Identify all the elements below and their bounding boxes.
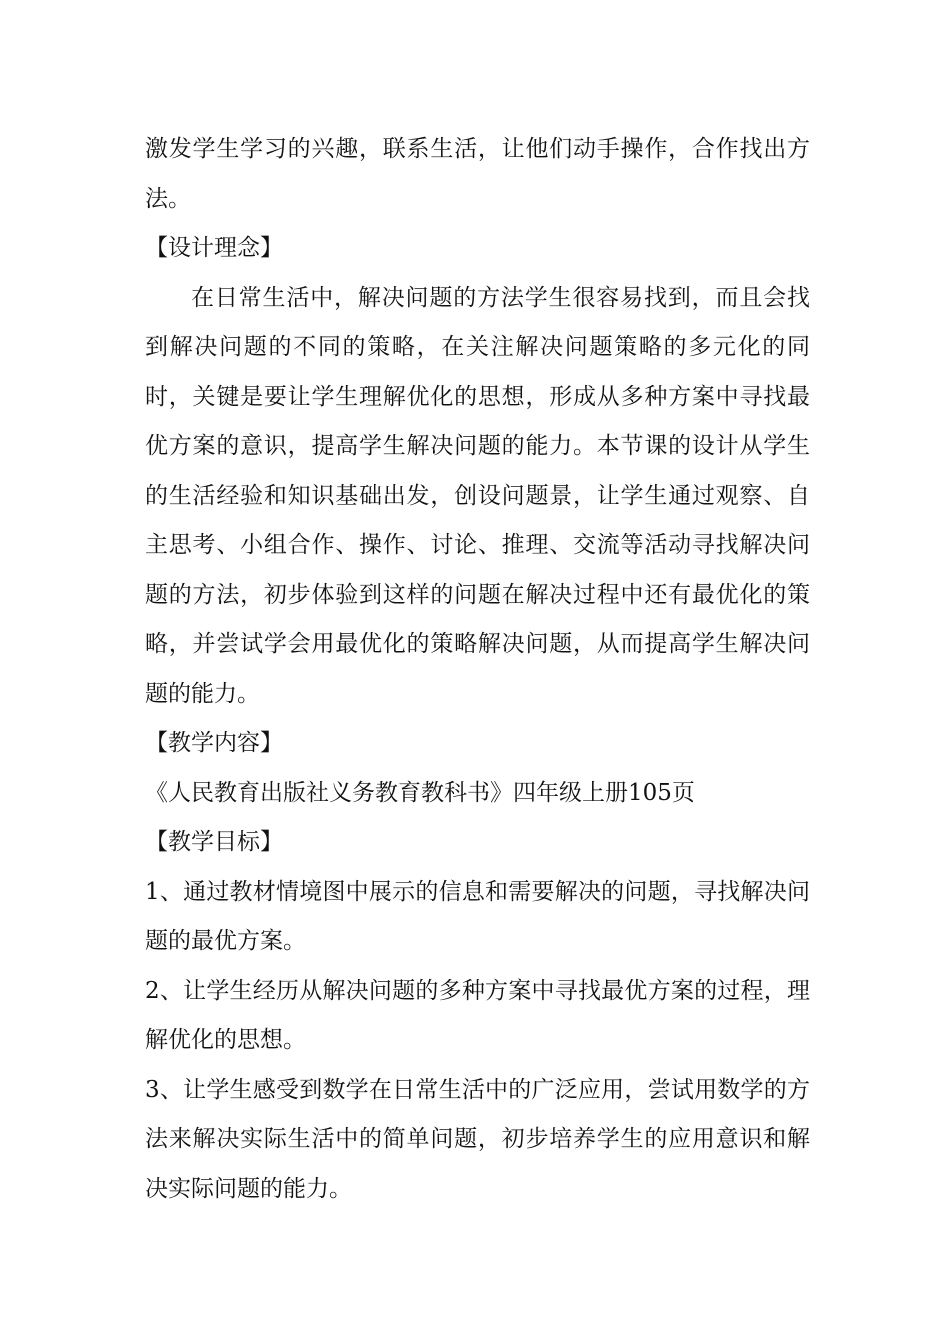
intro-paragraph: 激发学生学习的兴趣，联系生活，让他们动手操作，合作找出方法。 bbox=[145, 136, 810, 212]
goal-item-1: 1、通过教材情境图中展示的信息和需要解决的问题，寻找解决问题的最优方案。 bbox=[145, 878, 810, 954]
heading-teaching-content: 【教学内容】 bbox=[145, 730, 283, 756]
document-page bbox=[145, 125, 810, 1214]
heading-teaching-goals: 【教学目标】 bbox=[145, 829, 283, 855]
design-concept-paragraph: 在日常生活中，解决问题的方法学生很容易找到，而且会找到解决问题的不同的策略，在关注解决问题策略的多元化的同时，关键是要让学生理解优化的思想，形成从多种方案中寻找最优方案的意识，提高学生解决问题的能力。本节课的设计从学生的生活经验和知识基础出发，创设问题景，让学生通过观察、自主思考、小组合作、操作、讨论、推理、交流等活动寻找解决问题的方法，初步体验到这样的问题在解决过程中还有最优化的策略，并尝试学会用最优化的策略解决问题，从而提高学生解决问题的能力。 bbox=[145, 284, 810, 707]
goal-item-3: 3、让学生感受到数学在日常生活中的广泛应用，尝试用数学的方法来解决实际生活中的简单问题，初步培养学生的应用意识和解决实际问题的能力。 bbox=[145, 1076, 810, 1202]
teaching-content-paragraph: 《人民教育出版社义务教育教科书》四年级上册105页 bbox=[145, 779, 695, 806]
goal-item-2: 2、让学生经历从解决问题的多种方案中寻找最优方案的过程，理解优化的思想。 bbox=[145, 977, 810, 1053]
heading-design-concept: 【设计理念】 bbox=[145, 235, 283, 261]
